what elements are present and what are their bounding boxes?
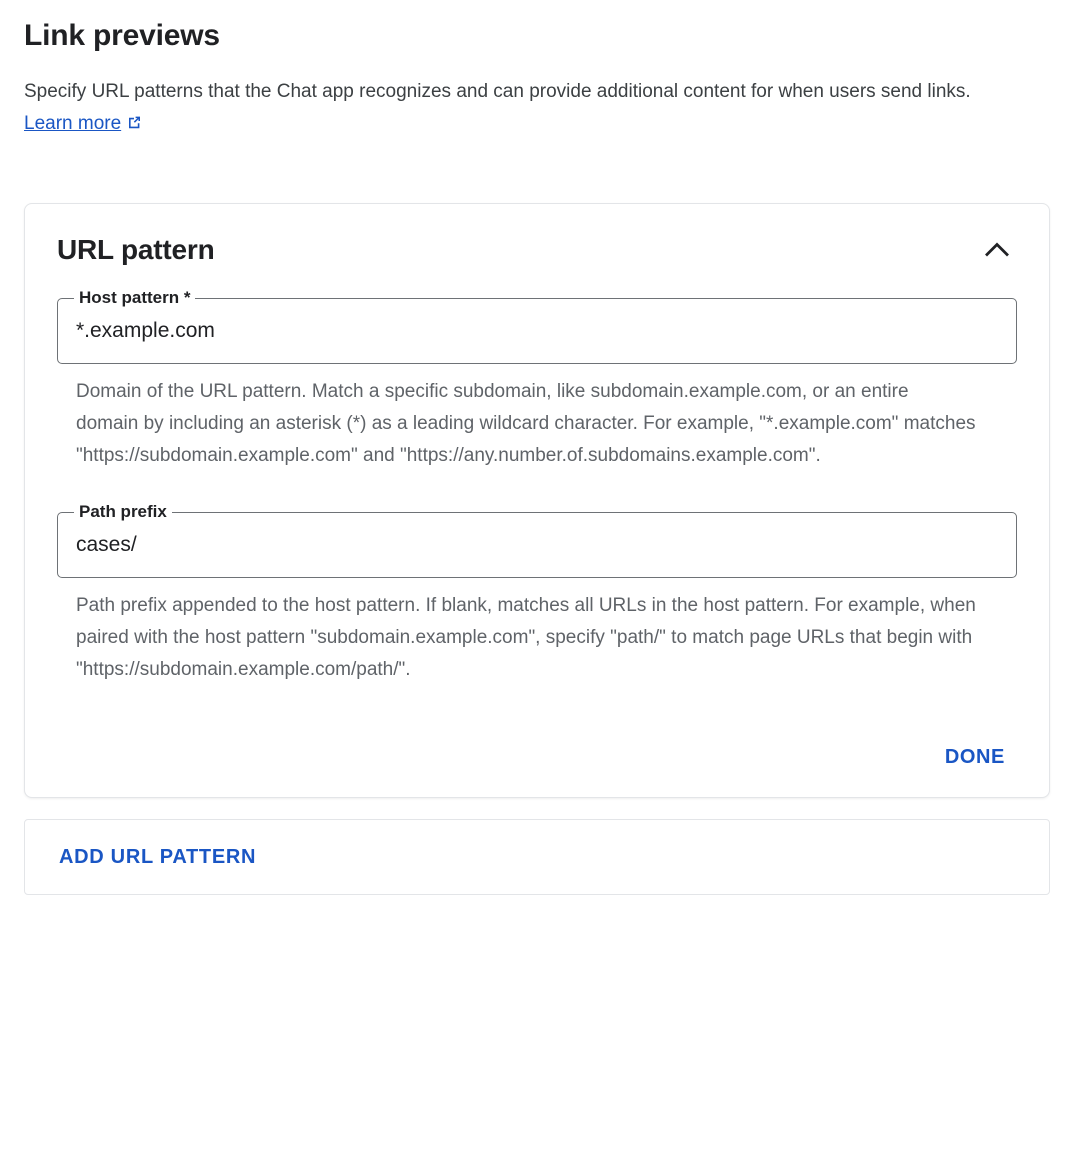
add-url-pattern-button[interactable]: ADD URL PATTERN	[59, 838, 256, 877]
host-pattern-label: Host pattern *	[74, 288, 195, 308]
page-title: Link previews	[24, 19, 220, 52]
host-pattern-value: *.example.com	[76, 319, 215, 343]
path-prefix-input[interactable]	[57, 502, 1017, 578]
host-pattern-helper-text: Domain of the URL pattern. Match a specific subdomain, like subdomain.example.com, or an entire domain by including an asterisk (*) as a leading wildcard character. For example, "*.example.com" matches "https://subdomain.example.com" and "https://any.number.of.subdomains.example.com".	[76, 381, 976, 466]
page-description	[24, 76, 1034, 140]
url-pattern-card-title: URL pattern	[57, 234, 215, 266]
learn-more-link[interactable]: Learn more	[24, 113, 122, 134]
path-prefix-helper-text: Path prefix appended to the host pattern. If blank, matches all URLs in the host pattern. For example, when paired with the host pattern "subdomain.example.com", specify "path/" to match page URLs that begin with "https://subdomain.example.com/path/".	[76, 595, 976, 680]
url-pattern-card-actions	[57, 738, 1017, 777]
url-pattern-card	[24, 203, 1050, 798]
external-link-icon[interactable]	[126, 114, 143, 131]
host-pattern-input[interactable]	[57, 288, 1017, 364]
page-description-text: Specify URL patterns that the Chat app recognizes and can provide additional content for when users send links.	[24, 81, 971, 102]
path-prefix-value: cases/	[76, 533, 137, 557]
add-url-pattern-bar[interactable]	[24, 819, 1050, 895]
chevron-up-icon[interactable]	[977, 230, 1017, 270]
path-prefix-label: Path prefix	[74, 502, 172, 522]
field-spacer	[57, 478, 1017, 512]
path-prefix-field-block	[57, 502, 1017, 686]
url-pattern-card-header	[57, 230, 1017, 270]
done-button[interactable]: DONE	[933, 738, 1017, 777]
host-pattern-field-block	[57, 288, 1017, 472]
